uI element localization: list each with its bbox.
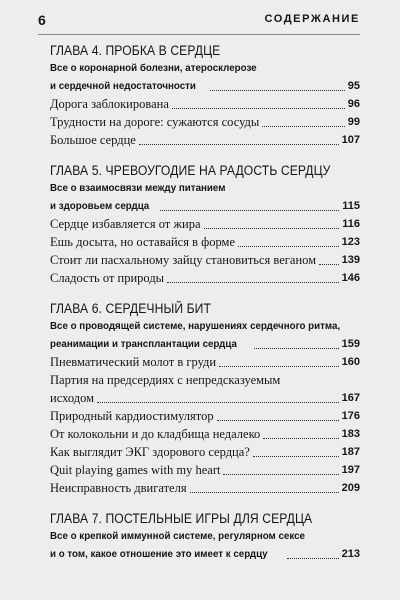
chapter-6: [50, 300, 360, 497]
toc-entry[interactable]: [50, 251, 360, 269]
page-ref: 116: [342, 218, 360, 230]
page-ref: 176: [341, 410, 360, 422]
chapter-5: [50, 162, 360, 287]
entry-title: Природный кардиостимулятор: [50, 409, 214, 423]
toc-entry[interactable]: [50, 425, 360, 443]
dot-leader: [139, 144, 339, 145]
page-ref: 146: [341, 272, 360, 284]
chapter-summary-row[interactable]: [50, 77, 360, 95]
page-ref: 167: [341, 392, 360, 404]
entry-title: Большое сердце: [50, 133, 136, 147]
dot-leader: [190, 492, 339, 493]
dot-leader: [287, 558, 339, 559]
entry-title-line: Партия на предсердиях с непредсказуемым: [50, 373, 281, 387]
page-ref: 123: [341, 236, 360, 248]
dot-leader: [219, 366, 339, 367]
chapter-4: [50, 42, 360, 149]
page-ref: 160: [341, 356, 360, 368]
dot-leader: [210, 90, 345, 91]
table-of-contents: [50, 42, 360, 576]
dot-leader: [204, 228, 340, 229]
page-ref: 197: [341, 464, 360, 476]
entry-title: Ешь досыта, но оставайся в форме: [50, 235, 235, 249]
chapter-summary-line: Все о взаимосвязи между питанием: [50, 182, 226, 194]
dot-leader: [223, 474, 338, 475]
toc-entry[interactable]: [50, 443, 360, 461]
dot-leader: [262, 126, 344, 127]
dot-leader: [263, 438, 338, 439]
dot-leader: [319, 264, 339, 265]
entry-title: Стоит ли пасхальному зайцу становиться веганом: [50, 253, 317, 267]
page-ref: 107: [341, 134, 360, 146]
toc-entry[interactable]: [50, 461, 360, 479]
page-number: 6: [38, 12, 46, 28]
chapter-7: [50, 510, 360, 563]
page-ref: 95: [347, 80, 360, 92]
dot-leader: [253, 456, 339, 457]
chapter-summary-line: Все о крепкой иммунной системе, регулярном сексе: [50, 530, 305, 542]
entry-title: Сладость от природы: [50, 271, 165, 285]
chapter-summary-row[interactable]: [50, 545, 360, 563]
toc-entry[interactable]: [50, 233, 360, 251]
running-head: СОДЕРЖАНИЕ: [264, 13, 360, 25]
entry-title: Quit playing games with my heart: [50, 463, 221, 477]
dot-leader: [160, 210, 340, 211]
entry-title: Сердце избавляется от жира: [50, 217, 201, 231]
dot-leader: [172, 108, 345, 109]
chapter-summary-last: и о том, какое отношение это имеет к сердцу: [50, 548, 268, 560]
page-ref: 99: [347, 116, 360, 128]
chapter-summary-line: Все о коронарной болезни, атеросклерозе: [50, 62, 257, 74]
entry-title: Неисправность двигателя: [50, 481, 187, 495]
chapter-summary-last: реанимации и трансплантации сердца: [50, 338, 237, 350]
toc-entry[interactable]: [50, 407, 360, 425]
toc-entry[interactable]: [50, 479, 360, 497]
chapter-heading: ГЛАВА 7. ПОСТЕЛЬНЫЕ ИГРЫ ДЛЯ СЕРДЦА: [50, 511, 313, 526]
toc-entry[interactable]: [50, 269, 360, 287]
entry-title: От колокольни и до кладбища недалеко: [50, 427, 261, 441]
page-ref: 213: [341, 548, 360, 560]
dot-leader: [217, 420, 339, 421]
chapter-summary-row[interactable]: [50, 197, 360, 215]
page-ref: 115: [342, 200, 360, 212]
chapter-summary-line: Все о проводящей системе, нарушениях сердечного ритма,: [50, 320, 341, 332]
page-ref: 187: [341, 446, 360, 458]
header-rule: [38, 34, 360, 35]
entry-title: Как выглядит ЭКГ здорового сердца?: [50, 445, 250, 459]
page-ref: 96: [347, 98, 360, 110]
chapter-heading: ГЛАВА 4. ПРОБКА В СЕРДЦЕ: [50, 43, 221, 58]
page-ref: 159: [341, 338, 360, 350]
entry-title: Трудности на дороге: сужаются сосуды: [50, 115, 260, 129]
entry-title: исходом: [50, 391, 95, 405]
page-ref: 209: [341, 482, 360, 494]
chapter-summary-row[interactable]: [50, 335, 360, 353]
page-ref: 139: [341, 254, 360, 266]
toc-entry[interactable]: [50, 95, 360, 113]
dot-leader: [238, 246, 339, 247]
page-header: [38, 12, 360, 32]
chapter-summary-last: и здоровьем сердца: [50, 200, 150, 212]
dot-leader: [254, 348, 339, 349]
chapter-summary-last: и сердечной недостаточности: [50, 80, 196, 92]
chapter-heading: ГЛАВА 5. ЧРЕВОУГОДИЕ НА РАДОСТЬ СЕРДЦУ: [50, 163, 331, 178]
chapter-heading: ГЛАВА 6. СЕРДЕЧНЫЙ БИТ: [50, 301, 212, 316]
dot-leader: [97, 402, 339, 403]
toc-entry[interactable]: [50, 389, 360, 407]
toc-entry[interactable]: [50, 215, 360, 233]
toc-entry[interactable]: [50, 353, 360, 371]
toc-entry[interactable]: [50, 113, 360, 131]
entry-title: Пневматический молот в груди: [50, 355, 217, 369]
dot-leader: [167, 282, 339, 283]
page-ref: 183: [341, 428, 360, 440]
toc-entry[interactable]: [50, 131, 360, 149]
entry-title: Дорога заблокирована: [50, 97, 169, 111]
